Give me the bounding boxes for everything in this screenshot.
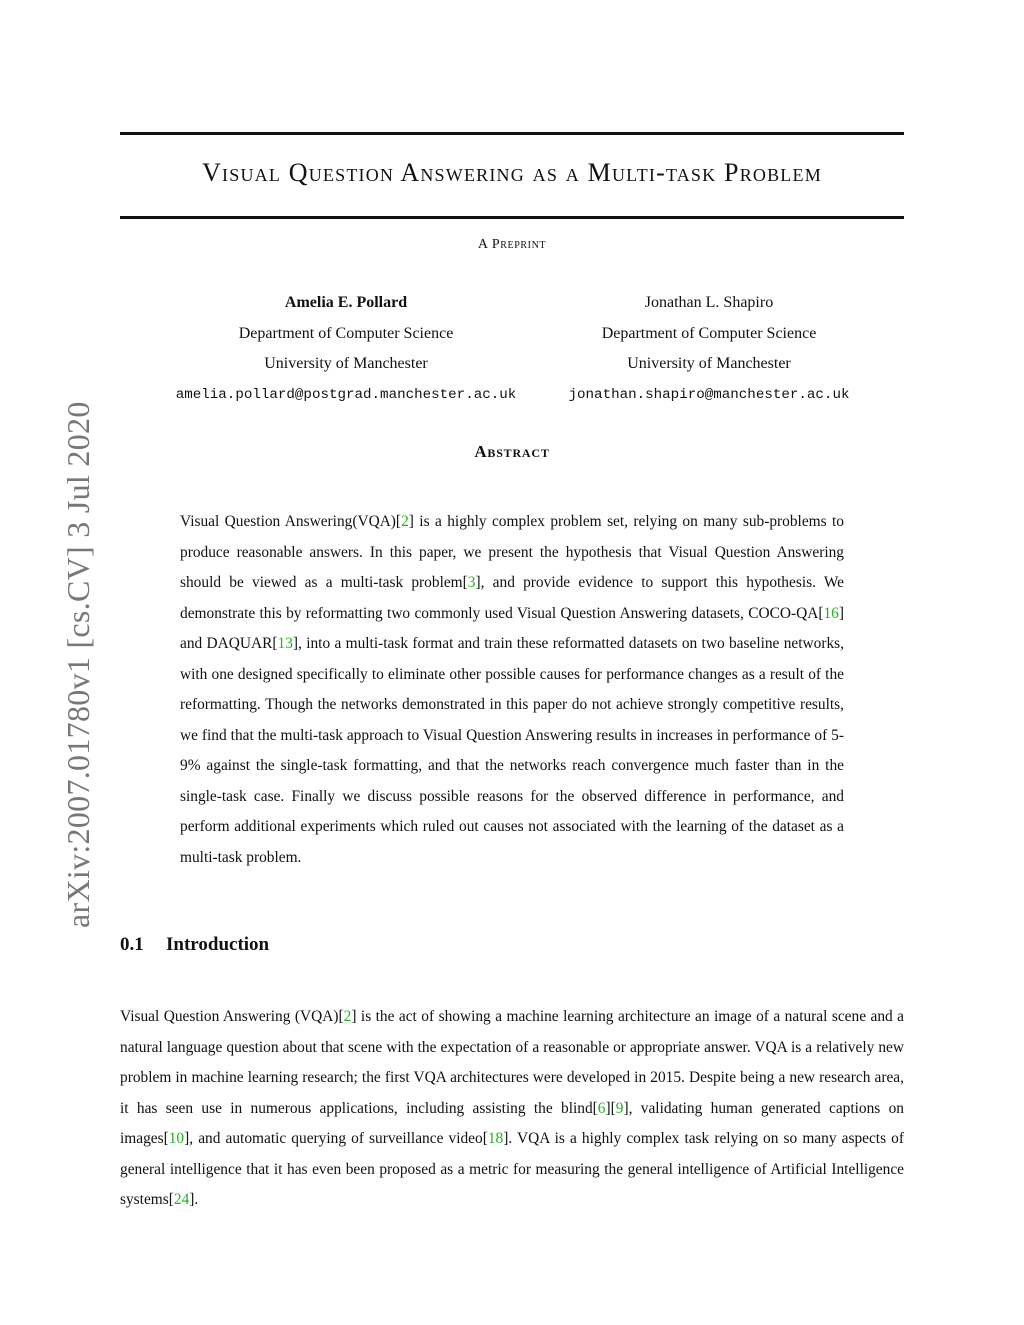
citation-link[interactable]: 13 — [277, 635, 293, 652]
section-title: Introduction — [166, 934, 270, 955]
abstract-heading: Abstract — [474, 442, 550, 461]
abstract-text: ] is a highly complex problem set, relying on many sub-problems to produce reasonable answers. In this paper, we present the hypothesis that Visual Question Answering should be viewed as a multi-task problem[ — [180, 513, 844, 591]
section-heading — [120, 934, 269, 956]
paper-title: Visual Question Answering as a Multi-task Problem — [202, 158, 822, 187]
citation-link[interactable]: 10 — [168, 1130, 185, 1147]
preprint-label: A Preprint — [477, 237, 547, 252]
author-email[interactable]: amelia.pollard@postgrad.manchester.ac.uk — [175, 386, 517, 403]
title-rule-top — [120, 132, 904, 135]
citation-link[interactable]: 2 — [343, 1008, 352, 1025]
citation-link[interactable]: 2 — [401, 513, 409, 530]
citation-link[interactable]: 18 — [487, 1130, 504, 1147]
citation-link[interactable]: 24 — [173, 1191, 190, 1208]
author-name: Jonathan L. Shapiro — [644, 294, 774, 311]
author-block-2 — [499, 288, 919, 410]
arxiv-stamp: arXiv:2007.01780v1 [cs.CV] 3 Jul 2020 — [60, 401, 96, 928]
citation-link[interactable]: 3 — [467, 574, 476, 591]
intro-text: ]. VQA is a highly complex task relying on so many aspects of general intelligence that it has even been proposed as a metric for measuring the general intelligence of Artificial Intelligence systems[ — [120, 1130, 904, 1208]
author-block-1 — [136, 288, 556, 410]
intro-text: ], and automatic querying of surveillance video[ — [184, 1130, 488, 1147]
abstract-text: Visual Question Answering(VQA)[ — [180, 513, 402, 530]
intro-text: Visual Question Answering (VQA)[ — [120, 1008, 344, 1025]
abstract-body — [180, 507, 844, 873]
section-number: 0.1 — [120, 934, 144, 955]
author-name: Amelia E. Pollard — [284, 294, 408, 311]
intro-text: ] is the act of showing a machine learning architecture an image of a natural scene and a natural language question about that scene with the expectation of a reasonable or appropriate answer. VQA is a relatively new problem in machine learning research; the first VQA architectures were developed in 2015. Despite being a new research area, it has seen use in numerous applications, including assisting the blind[ — [120, 1008, 905, 1117]
author-university: University of Manchester — [264, 355, 428, 372]
abstract-text: ] and DAQUAR[ — [180, 604, 844, 652]
citation-link[interactable]: 6 — [597, 1099, 606, 1117]
intro-text: ], validating human generated captions on images[ — [120, 1099, 904, 1147]
author-department: Department of Computer Science — [238, 324, 454, 342]
author-department: Department of Computer Science — [601, 324, 817, 342]
citation-link[interactable]: 16 — [823, 604, 839, 622]
title-rule-bottom — [120, 216, 904, 219]
intro-text: ][ — [605, 1099, 616, 1117]
abstract-text: ], into a multi-task format and train these reformatted datasets on two baseline networks, with one designed specifically to eliminate other possible causes for performance changes as a result of the reformatting. Though the networks demonstrated in this paper do not achieve strongly competitive results, we find that the multi-task approach to Visual Question Answering results in increases in performance of 5-9% against the single-task formatting, and that the networks reach convergence much faster than in the single-task case. Finally we discuss possible reasons for the observed difference in performance, and perform additional experiments which ruled out causes not associated with the learning of the dataset as a multi-task problem. — [180, 635, 844, 866]
author-email[interactable]: jonathan.shapiro@manchester.ac.uk — [568, 386, 850, 403]
abstract-text: ], and provide evidence to support this hypothesis. We demonstrate this by reformatting two commonly used Visual Question Answering datasets, COCO-QA[ — [180, 574, 844, 622]
intro-text: ]. — [189, 1191, 199, 1208]
introduction-body — [120, 1002, 904, 1216]
author-university: University of Manchester — [627, 355, 791, 372]
citation-link[interactable]: 9 — [615, 1099, 624, 1117]
